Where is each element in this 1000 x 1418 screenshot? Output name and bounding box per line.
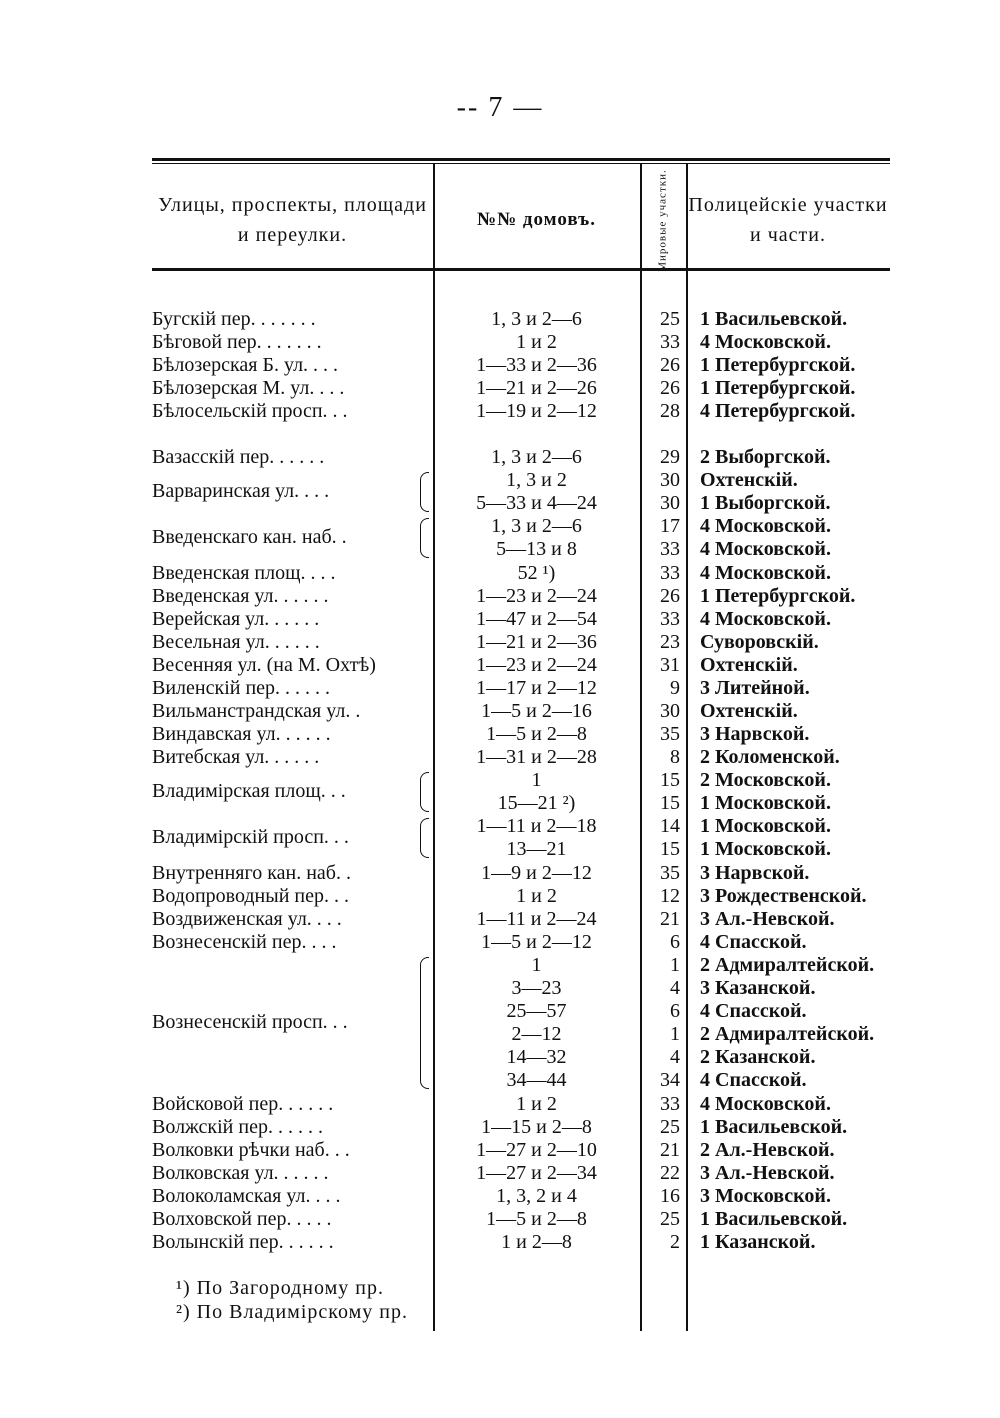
- house-numbers: 1, 3, 2 и 4: [496, 1185, 577, 1207]
- street-name: Вазасскій пер. . . . . .: [152, 446, 325, 468]
- table-row: [152, 954, 890, 977]
- house-numbers: 2—12: [511, 1023, 562, 1045]
- header-houses: №№ домовъ.: [476, 209, 597, 230]
- magistrate-district-number: 30: [660, 469, 680, 491]
- house-numbers: 1—11 и 2—18: [476, 815, 597, 837]
- table-row: [152, 1139, 890, 1162]
- street-name: Волковки рѣчки наб. . .: [152, 1139, 350, 1161]
- magistrate-district-number: 34: [660, 1069, 680, 1091]
- police-district: 4 Московской.: [700, 608, 831, 630]
- magistrate-district-number: 23: [660, 631, 680, 653]
- police-district: 2 Ал.-Невской.: [700, 1139, 835, 1161]
- police-district: 1 Московской.: [700, 838, 831, 860]
- house-numbers: 1—33 и 2—36: [476, 354, 597, 376]
- police-district: 1 Васильевской.: [700, 1208, 848, 1230]
- top-rule: [152, 158, 890, 161]
- police-district: Охтенскій.: [700, 654, 798, 676]
- table-row: [152, 908, 890, 931]
- magistrate-district-number: 12: [660, 885, 680, 907]
- police-district: 3 Ал.-Невской.: [700, 1162, 835, 1184]
- police-district: 1 Московской.: [700, 792, 831, 814]
- police-district: 3 Нарвской.: [700, 862, 810, 884]
- police-district: 1 Васильевской.: [700, 1116, 848, 1138]
- house-numbers: 1, 3 и 2—6: [491, 308, 582, 330]
- police-district: Охтенскій.: [700, 700, 798, 722]
- street-name-group: Варваринская ул. . . .: [152, 480, 330, 502]
- magistrate-district-number: 33: [660, 331, 680, 353]
- table-row: [152, 1208, 890, 1231]
- table-row: [152, 977, 890, 1000]
- magistrate-district-number: 33: [660, 538, 680, 560]
- police-district: 1 Московской.: [700, 815, 831, 837]
- house-numbers: 1—27 и 2—10: [476, 1139, 597, 1161]
- house-numbers: 1: [531, 954, 542, 976]
- street-name: Воздвиженская ул. . . .: [152, 908, 342, 930]
- grouping-brace: [420, 472, 429, 512]
- house-numbers: 1—31 и 2—28: [476, 746, 597, 768]
- house-numbers: 1—47 и 2—54: [476, 608, 597, 630]
- table-row: [152, 1231, 890, 1254]
- street-name-group: Владимірскій просп. . .: [152, 826, 349, 848]
- house-numbers: 1—5 и 2—12: [481, 931, 592, 953]
- house-numbers: 1—15 и 2—8: [481, 1116, 592, 1138]
- street-name: Бѣлосельскій просп. . .: [152, 400, 348, 422]
- table-row: [152, 1116, 890, 1139]
- footnote-2: ²) По Владимірскому пр.: [176, 1301, 408, 1323]
- magistrate-district-number: 9: [670, 677, 680, 699]
- magistrate-district-number: 25: [660, 308, 680, 330]
- table-row: [152, 562, 890, 585]
- house-numbers: 1—5 и 2—8: [486, 723, 587, 745]
- grouping-brace: [420, 818, 429, 858]
- street-name: Водопроводный пер. . .: [152, 885, 349, 907]
- street-name: Волковская ул. . . . . .: [152, 1162, 329, 1184]
- magistrate-district-number: 29: [660, 446, 680, 468]
- street-name: Вознесенскій пер. . . .: [152, 931, 337, 953]
- magistrate-district-number: 25: [660, 1208, 680, 1230]
- street-name: Введенская ул. . . . . .: [152, 585, 329, 607]
- magistrate-district-number: 28: [660, 400, 680, 422]
- police-district: 2 Коломенской.: [700, 746, 840, 768]
- house-numbers: 1—23 и 2—24: [476, 654, 597, 676]
- page-number: -- 7 —: [456, 92, 544, 123]
- house-numbers: 1—27 и 2—34: [476, 1162, 597, 1184]
- magistrate-district-number: 33: [660, 562, 680, 584]
- street-name: Бѣлозерская М. ул. . . .: [152, 377, 345, 399]
- house-numbers: 14—32: [506, 1046, 567, 1068]
- magistrate-district-number: 35: [660, 862, 680, 884]
- police-district: 4 Московской.: [700, 1093, 831, 1115]
- table-row: [152, 885, 890, 908]
- house-numbers: 1—21 и 2—26: [476, 377, 597, 399]
- police-district: 2 Адмиралтейской.: [700, 1023, 875, 1045]
- police-district: 1 Казанской.: [700, 1231, 816, 1253]
- table-row: [152, 654, 890, 677]
- table-row: [152, 677, 890, 700]
- house-numbers: 1 и 2: [516, 1093, 557, 1115]
- police-district: Суворовскій.: [700, 631, 819, 653]
- table-row: [152, 377, 890, 400]
- house-numbers: 1 и 2: [516, 331, 557, 353]
- table-row: [152, 631, 890, 654]
- magistrate-district-number: 33: [660, 608, 680, 630]
- header-police-districts: Полицейскіе участки и части.: [688, 194, 888, 246]
- street-name-group: Введенскаго кан. наб. .: [152, 526, 347, 548]
- police-district: Охтенскій.: [700, 469, 798, 491]
- magistrate-district-number: 1: [670, 1023, 680, 1045]
- table-row: [152, 1046, 890, 1069]
- grouping-brace: [420, 518, 429, 558]
- police-district: 4 Спасской.: [700, 1000, 807, 1022]
- table-row: [152, 862, 890, 885]
- street-name-group: Вознесенскій просп. . .: [152, 1011, 348, 1033]
- police-district: 2 Выборгской.: [700, 446, 831, 468]
- police-district: 1 Петербургской.: [700, 354, 856, 376]
- house-numbers: 1 и 2: [516, 885, 557, 907]
- house-numbers: 1—11 и 2—24: [476, 908, 597, 930]
- police-district: 3 Казанской.: [700, 977, 816, 999]
- table-row: [152, 354, 890, 377]
- magistrate-district-number: 30: [660, 700, 680, 722]
- magistrate-district-number: 26: [660, 585, 680, 607]
- police-district: 4 Московской.: [700, 562, 831, 584]
- street-name: Витебская ул. . . . . .: [152, 746, 320, 768]
- magistrate-district-number: 22: [660, 1162, 680, 1184]
- police-district: 1 Петербургской.: [700, 585, 856, 607]
- magistrate-district-number: 16: [660, 1185, 680, 1207]
- street-name: Волховской пер. . . . .: [152, 1208, 332, 1230]
- header-magistrate-districts: [640, 168, 686, 272]
- grouping-brace: [420, 772, 429, 812]
- magistrate-district-number: 15: [660, 838, 680, 860]
- magistrate-district-number: 21: [660, 1139, 680, 1161]
- magistrate-district-number: 30: [660, 492, 680, 514]
- street-name: Бугскій пер. . . . . . .: [152, 308, 316, 330]
- police-district: 2 Адмиралтейской.: [700, 954, 875, 976]
- police-district: 4 Московской.: [700, 515, 831, 537]
- police-district: 4 Спасской.: [700, 931, 807, 953]
- table-row: [152, 1185, 890, 1208]
- magistrate-district-number: 6: [670, 1000, 680, 1022]
- magistrate-district-number: 25: [660, 1116, 680, 1138]
- police-district: 1 Выборгской.: [700, 492, 831, 514]
- house-numbers: 3—23: [511, 977, 562, 999]
- magistrate-district-number: 4: [670, 1046, 680, 1068]
- house-numbers: 1, 3 и 2—6: [491, 515, 582, 537]
- magistrate-district-number: 2: [670, 1231, 680, 1253]
- street-name: Верейская ул. . . . . .: [152, 608, 320, 630]
- street-name: Бѣлозерская Б. ул. . . .: [152, 354, 339, 376]
- magistrate-district-number: 1: [670, 954, 680, 976]
- house-numbers: 34—44: [506, 1069, 567, 1091]
- house-numbers: 1—19 и 2—12: [476, 400, 597, 422]
- table-row: [152, 308, 890, 331]
- street-name: Вильманстрандская ул. .: [152, 700, 361, 722]
- house-numbers: 1 и 2—8: [501, 1231, 572, 1253]
- house-numbers: 13—21: [506, 838, 567, 860]
- header-magistrate-label: Мировые участки.: [656, 168, 669, 272]
- magistrate-district-number: 21: [660, 908, 680, 930]
- police-district: 4 Московской.: [700, 538, 831, 560]
- house-numbers: 1—9 и 2—12: [481, 862, 592, 884]
- house-numbers: 1—23 и 2—24: [476, 585, 597, 607]
- magistrate-district-number: 15: [660, 769, 680, 791]
- magistrate-district-number: 6: [670, 931, 680, 953]
- street-name: Волоколамская ул. . . .: [152, 1185, 341, 1207]
- table-row: [152, 446, 890, 469]
- street-name: Весенняя ул. (на М. Охтѣ): [152, 654, 376, 676]
- table-row: [152, 931, 890, 954]
- street-name: Войсковой пер. . . . . .: [152, 1093, 334, 1115]
- house-numbers: 5—33 и 4—24: [476, 492, 597, 514]
- police-district: 3 Ал.-Невской.: [700, 908, 835, 930]
- police-district: 3 Литейной.: [700, 677, 810, 699]
- police-district: 1 Петербургской.: [700, 377, 856, 399]
- street-name: Внутренняго кан. наб. .: [152, 862, 351, 884]
- police-district: 4 Московской.: [700, 331, 831, 353]
- house-numbers: 15—21 ²): [497, 792, 576, 814]
- magistrate-district-number: 31: [660, 654, 680, 676]
- header-streets: Улицы, проспекты, площади и переулки.: [158, 194, 427, 246]
- house-numbers: 1, 3 и 2—6: [491, 446, 582, 468]
- street-name: Волжскій пер. . . . . .: [152, 1116, 323, 1138]
- table-row: [152, 1069, 890, 1092]
- grouping-brace: [420, 957, 429, 1089]
- street-name: Волынскій пер. . . . . .: [152, 1231, 334, 1253]
- table-row: [152, 585, 890, 608]
- house-numbers: 1—5 и 2—8: [486, 1208, 587, 1230]
- street-name: Введенская площ. . . .: [152, 562, 336, 584]
- police-district: 3 Нарвской.: [700, 723, 810, 745]
- police-district: 1 Васильевской.: [700, 308, 848, 330]
- street-name: Весельная ул. . . . . .: [152, 631, 320, 653]
- police-district: 2 Московской.: [700, 769, 831, 791]
- table-row: [152, 1162, 890, 1185]
- table-row: [152, 746, 890, 769]
- magistrate-district-number: 8: [670, 746, 680, 768]
- magistrate-district-number: 35: [660, 723, 680, 745]
- house-numbers: 1—5 и 2—16: [481, 700, 592, 722]
- house-numbers: 25—57: [506, 1000, 567, 1022]
- house-numbers: 1—21 и 2—36: [476, 631, 597, 653]
- table-row: [152, 400, 890, 423]
- police-district: 4 Петербургской.: [700, 400, 856, 422]
- magistrate-district-number: 15: [660, 792, 680, 814]
- house-numbers: 1—17 и 2—12: [476, 677, 597, 699]
- police-district: 3 Рождественской.: [700, 885, 867, 907]
- police-district: 4 Спасской.: [700, 1069, 807, 1091]
- magistrate-district-number: 33: [660, 1093, 680, 1115]
- table-row: [152, 700, 890, 723]
- house-numbers: 1: [531, 769, 542, 791]
- footnote-1: ¹) По Загородному пр.: [176, 1277, 384, 1299]
- magistrate-district-number: 26: [660, 377, 680, 399]
- street-name: Виндавская ул. . . . . .: [152, 723, 331, 745]
- magistrate-district-number: 14: [660, 815, 680, 837]
- table-row: [152, 608, 890, 631]
- table-row: [152, 331, 890, 354]
- police-district: 2 Казанской.: [700, 1046, 816, 1068]
- police-district: 3 Московской.: [700, 1185, 831, 1207]
- street-name: Бѣговой пер. . . . . . .: [152, 331, 322, 353]
- house-numbers: 52 ¹): [517, 562, 556, 584]
- house-numbers: 1, 3 и 2: [506, 469, 567, 491]
- magistrate-district-number: 17: [660, 515, 680, 537]
- magistrate-district-number: 26: [660, 354, 680, 376]
- house-numbers: 5—13 и 8: [496, 538, 577, 560]
- table-row: [152, 1093, 890, 1116]
- street-name: Виленскій пер. . . . . .: [152, 677, 331, 699]
- street-name-group: Владимірская площ. . .: [152, 780, 346, 802]
- table-row: [152, 723, 890, 746]
- magistrate-district-number: 4: [670, 977, 680, 999]
- header-rule: [152, 268, 890, 271]
- top-rule-thin: [152, 163, 890, 164]
